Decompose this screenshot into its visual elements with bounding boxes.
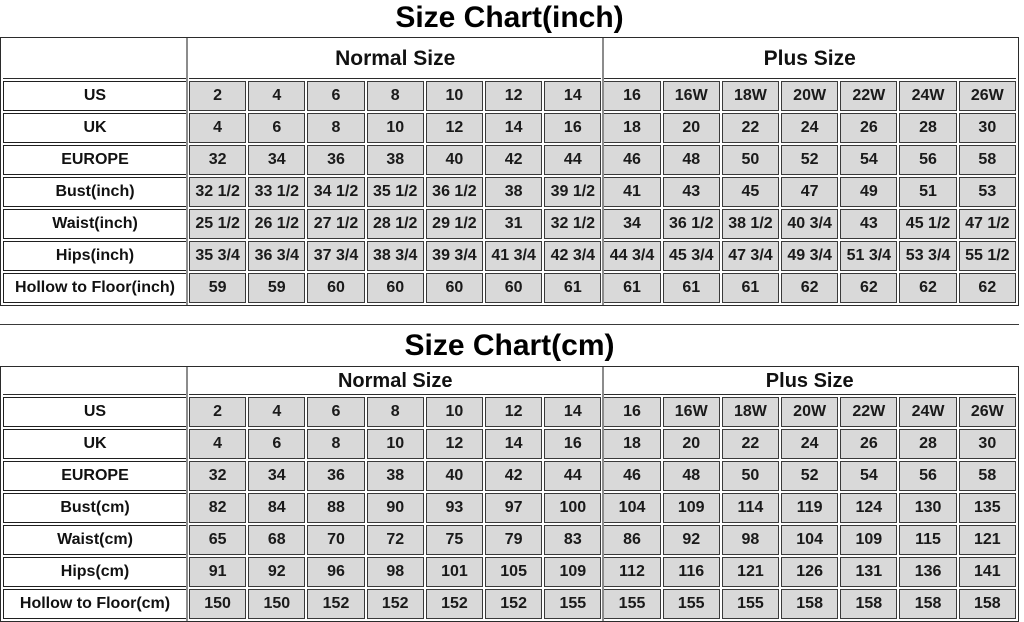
size-value-cell: 42 3/4: [544, 241, 601, 271]
size-value-cell: 14: [544, 81, 601, 111]
size-value-cell: 60: [307, 273, 364, 303]
size-value-cell: 68: [248, 525, 305, 555]
size-value-cell: 62: [959, 273, 1016, 303]
size-value-cell: 93: [426, 493, 483, 523]
size-value-cell: 79: [485, 525, 542, 555]
size-value-cell: 155: [603, 589, 660, 619]
size-value-cell: 56: [899, 461, 956, 491]
size-value-cell: 24: [781, 113, 838, 143]
size-value-cell: 35 1/2: [367, 177, 424, 207]
table-row: [3, 525, 1016, 555]
size-value-cell: 24: [781, 429, 838, 459]
size-value-cell: 50: [722, 145, 779, 175]
size-table-cm: [0, 366, 1019, 622]
size-value-cell: 34: [248, 145, 305, 175]
size-value-cell: 16: [544, 429, 601, 459]
size-value-cell: 46: [603, 461, 660, 491]
size-value-cell: 32: [189, 461, 246, 491]
size-value-cell: 42: [485, 461, 542, 491]
size-value-cell: 22: [722, 429, 779, 459]
size-value-cell: 8: [367, 81, 424, 111]
size-value-cell: 6: [248, 429, 305, 459]
size-value-cell: 4: [189, 113, 246, 143]
size-value-cell: 20W: [781, 397, 838, 427]
size-value-cell: 158: [899, 589, 956, 619]
group-header-plus: Plus Size: [603, 40, 1016, 79]
size-value-cell: 121: [722, 557, 779, 587]
size-value-cell: 60: [367, 273, 424, 303]
size-value-cell: 18W: [722, 397, 779, 427]
size-value-cell: 39 1/2: [544, 177, 601, 207]
size-value-cell: 8: [367, 397, 424, 427]
size-value-cell: 72: [367, 525, 424, 555]
row-label: UK: [3, 113, 187, 143]
size-value-cell: 50: [722, 461, 779, 491]
row-label: Bust(cm): [3, 493, 187, 523]
row-label: Hollow to Floor(inch): [3, 273, 187, 303]
group-header-plus: Plus Size: [603, 369, 1016, 395]
row-label: EUROPE: [3, 145, 187, 175]
size-value-cell: 40: [426, 145, 483, 175]
size-value-cell: 14: [485, 429, 542, 459]
size-value-cell: 60: [485, 273, 542, 303]
row-label: US: [3, 397, 187, 427]
size-value-cell: 46: [603, 145, 660, 175]
size-value-cell: 131: [840, 557, 897, 587]
size-value-cell: 54: [840, 461, 897, 491]
size-value-cell: 38: [485, 177, 542, 207]
size-value-cell: 155: [722, 589, 779, 619]
size-value-cell: 26 1/2: [248, 209, 305, 239]
table-row: [3, 397, 1016, 427]
size-value-cell: 104: [781, 525, 838, 555]
size-value-cell: 44 3/4: [603, 241, 660, 271]
size-value-cell: 49: [840, 177, 897, 207]
size-value-cell: 33 1/2: [248, 177, 305, 207]
size-value-cell: 96: [307, 557, 364, 587]
size-value-cell: 82: [189, 493, 246, 523]
size-value-cell: 12: [426, 429, 483, 459]
size-value-cell: 28: [899, 113, 956, 143]
size-value-cell: 61: [722, 273, 779, 303]
size-value-cell: 135: [959, 493, 1016, 523]
table-row: [3, 557, 1016, 587]
label-column-divider: [186, 367, 188, 621]
size-value-cell: 58: [959, 145, 1016, 175]
size-value-cell: 18: [603, 113, 660, 143]
size-value-cell: 109: [544, 557, 601, 587]
chart-title-inch: Size Chart(inch): [395, 1, 624, 34]
size-value-cell: 116: [663, 557, 720, 587]
size-value-cell: 16: [544, 113, 601, 143]
size-value-cell: 155: [663, 589, 720, 619]
size-value-cell: 26: [840, 429, 897, 459]
size-chart-cm-section: [0, 324, 1019, 622]
size-value-cell: 32: [189, 145, 246, 175]
size-value-cell: 41 3/4: [485, 241, 542, 271]
size-value-cell: 109: [840, 525, 897, 555]
normal-plus-divider: [602, 367, 604, 621]
size-value-cell: 155: [544, 589, 601, 619]
table-row: [3, 273, 1016, 303]
size-value-cell: 86: [603, 525, 660, 555]
size-value-cell: 55 1/2: [959, 241, 1016, 271]
size-value-cell: 56: [899, 145, 956, 175]
size-value-cell: 150: [189, 589, 246, 619]
size-value-cell: 24W: [899, 397, 956, 427]
row-label: Hollow to Floor(cm): [3, 589, 187, 619]
size-value-cell: 45: [722, 177, 779, 207]
size-value-cell: 14: [485, 113, 542, 143]
size-value-cell: 88: [307, 493, 364, 523]
table-row: [3, 589, 1016, 619]
size-value-cell: 48: [663, 145, 720, 175]
size-value-cell: 14: [544, 397, 601, 427]
size-value-cell: 53: [959, 177, 1016, 207]
size-value-cell: 45 3/4: [663, 241, 720, 271]
size-value-cell: 36: [307, 461, 364, 491]
size-value-cell: 16: [603, 81, 660, 111]
size-value-cell: 43: [663, 177, 720, 207]
size-value-cell: 109: [663, 493, 720, 523]
size-value-cell: 98: [722, 525, 779, 555]
size-value-cell: 61: [663, 273, 720, 303]
size-value-cell: 152: [307, 589, 364, 619]
size-value-cell: 31: [485, 209, 542, 239]
size-value-cell: 61: [544, 273, 601, 303]
size-value-cell: 54: [840, 145, 897, 175]
size-value-cell: 40: [426, 461, 483, 491]
table-row: [3, 177, 1016, 207]
size-value-cell: 18: [603, 429, 660, 459]
size-value-cell: 48: [663, 461, 720, 491]
size-value-cell: 59: [248, 273, 305, 303]
size-value-cell: 38 3/4: [367, 241, 424, 271]
size-value-cell: 12: [485, 397, 542, 427]
size-value-cell: 62: [781, 273, 838, 303]
size-value-cell: 4: [248, 397, 305, 427]
size-value-cell: 10: [426, 397, 483, 427]
size-value-cell: 97: [485, 493, 542, 523]
size-value-cell: 20: [663, 429, 720, 459]
row-label: Waist(cm): [3, 525, 187, 555]
size-value-cell: 121: [959, 525, 1016, 555]
table-row: [3, 461, 1016, 491]
size-value-cell: 59: [189, 273, 246, 303]
corner-cell: [3, 369, 187, 395]
group-header-row: [3, 40, 1016, 79]
size-value-cell: 8: [307, 113, 364, 143]
size-value-cell: 36 3/4: [248, 241, 305, 271]
size-value-cell: 32 1/2: [544, 209, 601, 239]
size-value-cell: 158: [781, 589, 838, 619]
size-value-cell: 90: [367, 493, 424, 523]
size-value-cell: 20: [663, 113, 720, 143]
size-value-cell: 100: [544, 493, 601, 523]
size-value-cell: 49 3/4: [781, 241, 838, 271]
size-value-cell: 18W: [722, 81, 779, 111]
size-value-cell: 35 3/4: [189, 241, 246, 271]
size-value-cell: 65: [189, 525, 246, 555]
size-value-cell: 124: [840, 493, 897, 523]
size-value-cell: 16: [603, 397, 660, 427]
size-value-cell: 12: [485, 81, 542, 111]
size-value-cell: 20W: [781, 81, 838, 111]
row-label: Hips(cm): [3, 557, 187, 587]
size-value-cell: 38: [367, 461, 424, 491]
size-value-cell: 30: [959, 113, 1016, 143]
size-value-cell: 152: [485, 589, 542, 619]
size-value-cell: 45 1/2: [899, 209, 956, 239]
table-row: [3, 81, 1016, 111]
size-value-cell: 32 1/2: [189, 177, 246, 207]
size-value-cell: 6: [307, 397, 364, 427]
size-value-cell: 36 1/2: [663, 209, 720, 239]
size-value-cell: 92: [248, 557, 305, 587]
size-value-cell: 6: [307, 81, 364, 111]
size-value-cell: 136: [899, 557, 956, 587]
size-value-cell: 30: [959, 429, 1016, 459]
size-value-cell: 26: [840, 113, 897, 143]
size-value-cell: 40 3/4: [781, 209, 838, 239]
size-value-cell: 22: [722, 113, 779, 143]
size-chart-inch-section: [0, 0, 1019, 306]
size-value-cell: 51 3/4: [840, 241, 897, 271]
size-value-cell: 61: [603, 273, 660, 303]
size-value-cell: 75: [426, 525, 483, 555]
size-value-cell: 22W: [840, 397, 897, 427]
size-value-cell: 28 1/2: [367, 209, 424, 239]
size-value-cell: 2: [189, 81, 246, 111]
size-value-cell: 38: [367, 145, 424, 175]
row-label: Waist(inch): [3, 209, 187, 239]
group-header-row: [3, 369, 1016, 395]
size-value-cell: 6: [248, 113, 305, 143]
table-row: [3, 113, 1016, 143]
group-header-normal: Normal Size: [189, 369, 601, 395]
size-value-cell: 141: [959, 557, 1016, 587]
size-table: [1, 38, 1018, 305]
group-header-normal: Normal Size: [189, 40, 601, 79]
size-value-cell: 62: [840, 273, 897, 303]
size-value-cell: 47 1/2: [959, 209, 1016, 239]
size-value-cell: 4: [248, 81, 305, 111]
size-value-cell: 152: [426, 589, 483, 619]
size-value-cell: 2: [189, 397, 246, 427]
size-value-cell: 12: [426, 113, 483, 143]
chart-title-cm: Size Chart(cm): [0, 324, 1019, 366]
size-value-cell: 43: [840, 209, 897, 239]
size-value-cell: 52: [781, 461, 838, 491]
size-value-cell: 60: [426, 273, 483, 303]
size-value-cell: 150: [248, 589, 305, 619]
size-value-cell: 26W: [959, 81, 1016, 111]
size-value-cell: 22W: [840, 81, 897, 111]
size-value-cell: 58: [959, 461, 1016, 491]
row-label: Bust(inch): [3, 177, 187, 207]
size-value-cell: 47 3/4: [722, 241, 779, 271]
size-value-cell: 34: [248, 461, 305, 491]
size-value-cell: 38 1/2: [722, 209, 779, 239]
size-value-cell: 47: [781, 177, 838, 207]
size-value-cell: 10: [426, 81, 483, 111]
size-value-cell: 62: [899, 273, 956, 303]
size-value-cell: 104: [603, 493, 660, 523]
size-value-cell: 39 3/4: [426, 241, 483, 271]
size-value-cell: 29 1/2: [426, 209, 483, 239]
size-value-cell: 4: [189, 429, 246, 459]
size-value-cell: 53 3/4: [899, 241, 956, 271]
size-value-cell: 98: [367, 557, 424, 587]
size-value-cell: 83: [544, 525, 601, 555]
size-value-cell: 91: [189, 557, 246, 587]
size-value-cell: 119: [781, 493, 838, 523]
size-value-cell: 115: [899, 525, 956, 555]
size-value-cell: 44: [544, 461, 601, 491]
size-value-cell: 44: [544, 145, 601, 175]
size-value-cell: 52: [781, 145, 838, 175]
size-value-cell: 37 3/4: [307, 241, 364, 271]
corner-cell: [3, 40, 187, 79]
table-row: [3, 241, 1016, 271]
size-value-cell: 27 1/2: [307, 209, 364, 239]
normal-plus-divider: [602, 38, 604, 305]
size-value-cell: 42: [485, 145, 542, 175]
size-table: [1, 367, 1018, 621]
size-value-cell: 10: [367, 113, 424, 143]
size-value-cell: 24W: [899, 81, 956, 111]
size-value-cell: 10: [367, 429, 424, 459]
size-table-inch: [0, 37, 1019, 306]
row-label: Hips(inch): [3, 241, 187, 271]
table-row: [3, 493, 1016, 523]
row-label: EUROPE: [3, 461, 187, 491]
size-value-cell: 92: [663, 525, 720, 555]
size-value-cell: 36: [307, 145, 364, 175]
size-value-cell: 34 1/2: [307, 177, 364, 207]
size-value-cell: 105: [485, 557, 542, 587]
table-row: [3, 209, 1016, 239]
size-value-cell: 84: [248, 493, 305, 523]
size-value-cell: 114: [722, 493, 779, 523]
size-value-cell: 8: [307, 429, 364, 459]
size-value-cell: 152: [367, 589, 424, 619]
size-value-cell: 101: [426, 557, 483, 587]
size-value-cell: 41: [603, 177, 660, 207]
table-row: [3, 145, 1016, 175]
size-value-cell: 25 1/2: [189, 209, 246, 239]
size-value-cell: 126: [781, 557, 838, 587]
table-row: [3, 429, 1016, 459]
label-column-divider: [186, 38, 188, 305]
size-value-cell: 51: [899, 177, 956, 207]
size-value-cell: 158: [959, 589, 1016, 619]
size-value-cell: 16W: [663, 81, 720, 111]
size-value-cell: 130: [899, 493, 956, 523]
size-value-cell: 70: [307, 525, 364, 555]
size-value-cell: 36 1/2: [426, 177, 483, 207]
size-value-cell: 26W: [959, 397, 1016, 427]
size-value-cell: 112: [603, 557, 660, 587]
size-value-cell: 28: [899, 429, 956, 459]
row-label: UK: [3, 429, 187, 459]
row-label: US: [3, 81, 187, 111]
size-value-cell: 158: [840, 589, 897, 619]
size-value-cell: 34: [603, 209, 660, 239]
size-value-cell: 16W: [663, 397, 720, 427]
